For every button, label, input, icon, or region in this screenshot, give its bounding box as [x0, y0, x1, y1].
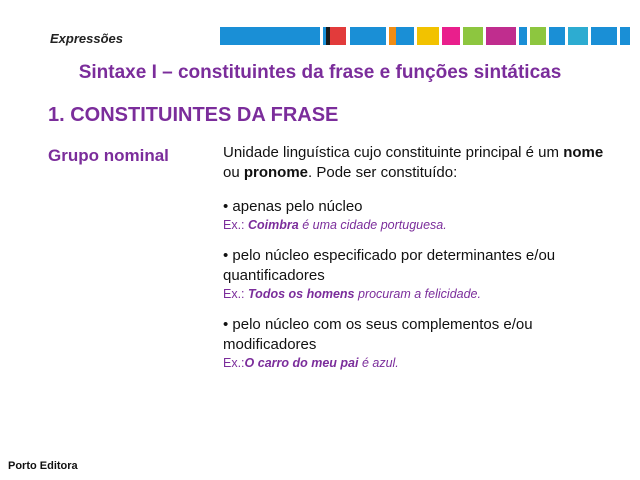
example-prefix: Ex.: — [223, 356, 245, 370]
term-label: Grupo nominal — [48, 146, 169, 165]
example-highlight: Coimbra — [248, 218, 299, 232]
example-text — [223, 217, 618, 234]
color-segment — [417, 27, 439, 45]
color-segment — [486, 27, 516, 45]
decorative-color-bar — [220, 27, 630, 45]
slide-title: Sintaxe I – constituintes da frase e funções sintáticas — [78, 62, 562, 83]
bullet-item — [223, 246, 618, 303]
bullet-text: • pelo núcleo especificado por determinantes e/ou quantificadores — [223, 247, 556, 284]
header-label: Expressões — [50, 31, 123, 46]
example-highlight: O carro do meu pai — [244, 356, 359, 370]
bullet-text: • pelo núcleo com os seus complementos e/ou modificadores — [223, 316, 533, 353]
color-segment — [330, 27, 346, 45]
definition-text — [223, 143, 618, 183]
definition-part: . Pode ser constituído: — [308, 164, 458, 181]
definition-keyword: pronome — [243, 164, 309, 181]
definition-part: ou — [223, 164, 244, 181]
color-segment — [350, 27, 386, 45]
example-rest: procuram a felicidade. — [354, 287, 481, 301]
color-segment — [396, 27, 414, 45]
definition-keyword: nome — [563, 144, 604, 161]
bullet-text: • apenas pelo núcleo — [223, 198, 363, 215]
color-segment — [442, 27, 460, 45]
publisher-footer: Porto Editora — [8, 460, 78, 472]
section-heading: 1. CONSTITUINTES DA FRASE — [48, 104, 339, 126]
color-segment — [568, 27, 588, 45]
bullet-item — [223, 197, 618, 234]
color-segment — [620, 27, 630, 45]
definition-content — [223, 143, 618, 384]
color-segment — [591, 27, 617, 45]
example-prefix: Ex.: — [223, 287, 249, 301]
color-segment — [519, 27, 527, 45]
example-highlight: Todos os homens — [248, 287, 355, 301]
example-text — [223, 286, 618, 303]
example-rest: é uma cidade portuguesa. — [298, 218, 447, 232]
color-segment — [530, 27, 546, 45]
color-segment — [389, 27, 396, 45]
color-segment — [549, 27, 565, 45]
example-rest: é azul. — [358, 356, 399, 370]
example-text — [223, 355, 618, 372]
bullet-item — [223, 315, 618, 372]
definition-part: Unidade linguística cujo constituinte principal é um — [223, 144, 564, 161]
color-segment — [220, 27, 320, 45]
example-prefix: Ex.: — [223, 218, 249, 232]
color-segment — [463, 27, 483, 45]
